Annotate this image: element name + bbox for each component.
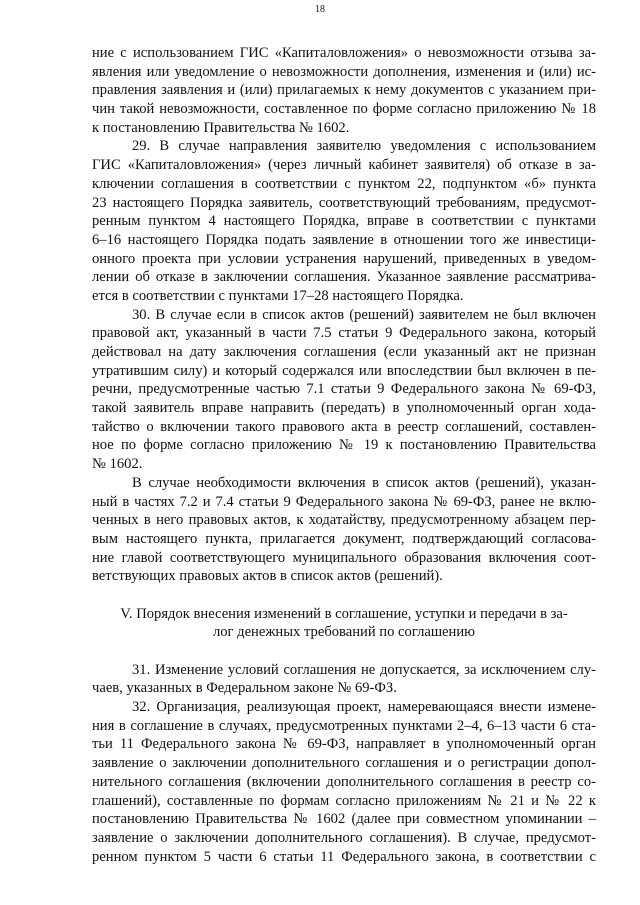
text-line: тьи 11 Федерального закона № 69-ФЗ, направляет в уполномоченный орган	[92, 736, 596, 753]
text-line: явления или уведомление о невозможности дополнения, изменения и (или) ис-	[92, 63, 596, 80]
text-line: речни, предусмотренные частью 7.1 статьи 9 Федерального закона № 69-ФЗ,	[92, 381, 596, 398]
text-line: 31. Изменение условий соглашения не допускается, за исключением слу-	[132, 661, 596, 678]
text-line: правления заявления и (или) прилагаемых к нему документов с указанием при-	[92, 82, 596, 99]
text-line: В случае необходимости включения в список актов (решений), указан-	[132, 474, 596, 491]
text-line: ное по форме согласно приложению № 19 к постановлению Правительства	[92, 437, 596, 454]
text-line: действовал на дату заключения соглашения (если указанный акт не признан	[92, 344, 596, 360]
text-line: такой заявитель вправе направить (передать) в уполномоченный орган хода-	[92, 400, 596, 417]
page-number: 18	[315, 4, 325, 15]
text-line: ченных в него правовых актов, к ходатайству, предусмотренному абзацем пер-	[92, 512, 596, 529]
text-line: № 1602.	[92, 456, 143, 473]
text-line: ГИС «Капиталовложения» (через личный кабинет заявителя) об отказе в за-	[92, 157, 596, 174]
text-line: ние с использованием ГИС «Капиталовложения» о невозможности отзыва за-	[92, 45, 596, 61]
text-line: нительного соглашения (включении дополнительного соглашения в реестр со-	[92, 773, 596, 790]
text-line: ние главой соответствующего муниципального образования включения соот-	[92, 549, 596, 566]
text-line: 6–16 настоящего Порядка подать заявление в отношении того же инвестици-	[92, 231, 596, 248]
blank-line	[92, 586, 596, 605]
text-line: ный в частях 7.2 и 7.4 статьи 9 Федерального закона № 69-ФЗ, ранее не вклю-	[92, 493, 596, 510]
text-line: правовой акт, указанный в части 7.5 статьи 9 Федерального закона, который	[92, 325, 596, 342]
text-line: заявление о заключении дополнительного соглашения и о регистрации допол-	[92, 755, 596, 772]
text-line: ветствующих правовых актов в список актов (решений).	[92, 568, 443, 585]
text-line: онного проекта при условии устранения нарушений, приведенных в уведом-	[92, 250, 596, 267]
section-heading-line: V. Порядок внесения изменений в соглашение, уступки и передачи в за-	[120, 605, 568, 622]
text-line: ключении соглашения в соответствии с пунктом 22, подпунктом «б» пункта	[92, 175, 596, 192]
text-line: лении об отказе в заключении соглашения. Указанное заявление рассматрива-	[92, 269, 596, 286]
text-line: глашений), составленные по формам согласно приложениям № 21 и № 22 к	[92, 792, 596, 809]
text-line: ренном пунктом 5 части 6 статьи 11 Федерального закона, в соответствии с	[92, 848, 596, 865]
text-line: ния в соглашение в случаях, предусмотренных пунктами 2–4, 6–13 части 6 ста-	[92, 717, 596, 734]
section-heading-line: лог денежных требований по соглашению	[212, 624, 476, 641]
text-line: к постановлению Правительства № 1602.	[92, 119, 350, 136]
text-line: 32. Организация, реализующая проект, намеревающаяся внести измене-	[132, 699, 596, 716]
text-line: заявление о заключении дополнительного соглашения). В случае, предусмот-	[92, 829, 596, 846]
text-line: 23 настоящего Порядка заявитель, соответствующий требованиям, предусмот-	[92, 194, 596, 211]
text-line: утратившим силу) и который содержался или впоследствии был включен в пе-	[92, 362, 596, 379]
text-line: тайство о включении такого правового акта в реестр соглашений, составлен-	[92, 418, 596, 435]
text-line: ренным пунктом 4 настоящего Порядка, вправе в соответствии с пунктами	[92, 213, 596, 230]
text-line: ется в соответствии с пунктами 17–28 настоящего Порядка.	[92, 287, 464, 304]
blank-line	[92, 642, 596, 661]
text-line: чаев, указанных в Федеральном законе № 69-ФЗ.	[92, 680, 397, 697]
document-body	[92, 44, 596, 866]
text-line: постановлению Правительства № 1602 (далее при совместном упоминании –	[92, 811, 596, 828]
text-line: чин такой невозможности, составленное по форме согласно приложению № 18	[92, 101, 596, 118]
text-line: 29. В случае направления заявителю уведомления с использованием	[132, 138, 596, 155]
text-line: вым настоящего пункта, прилагается документ, подтверждающий согласова-	[92, 530, 596, 547]
text-line: 30. В случае если в список актов (решений) заявителем не был включен	[132, 306, 596, 323]
